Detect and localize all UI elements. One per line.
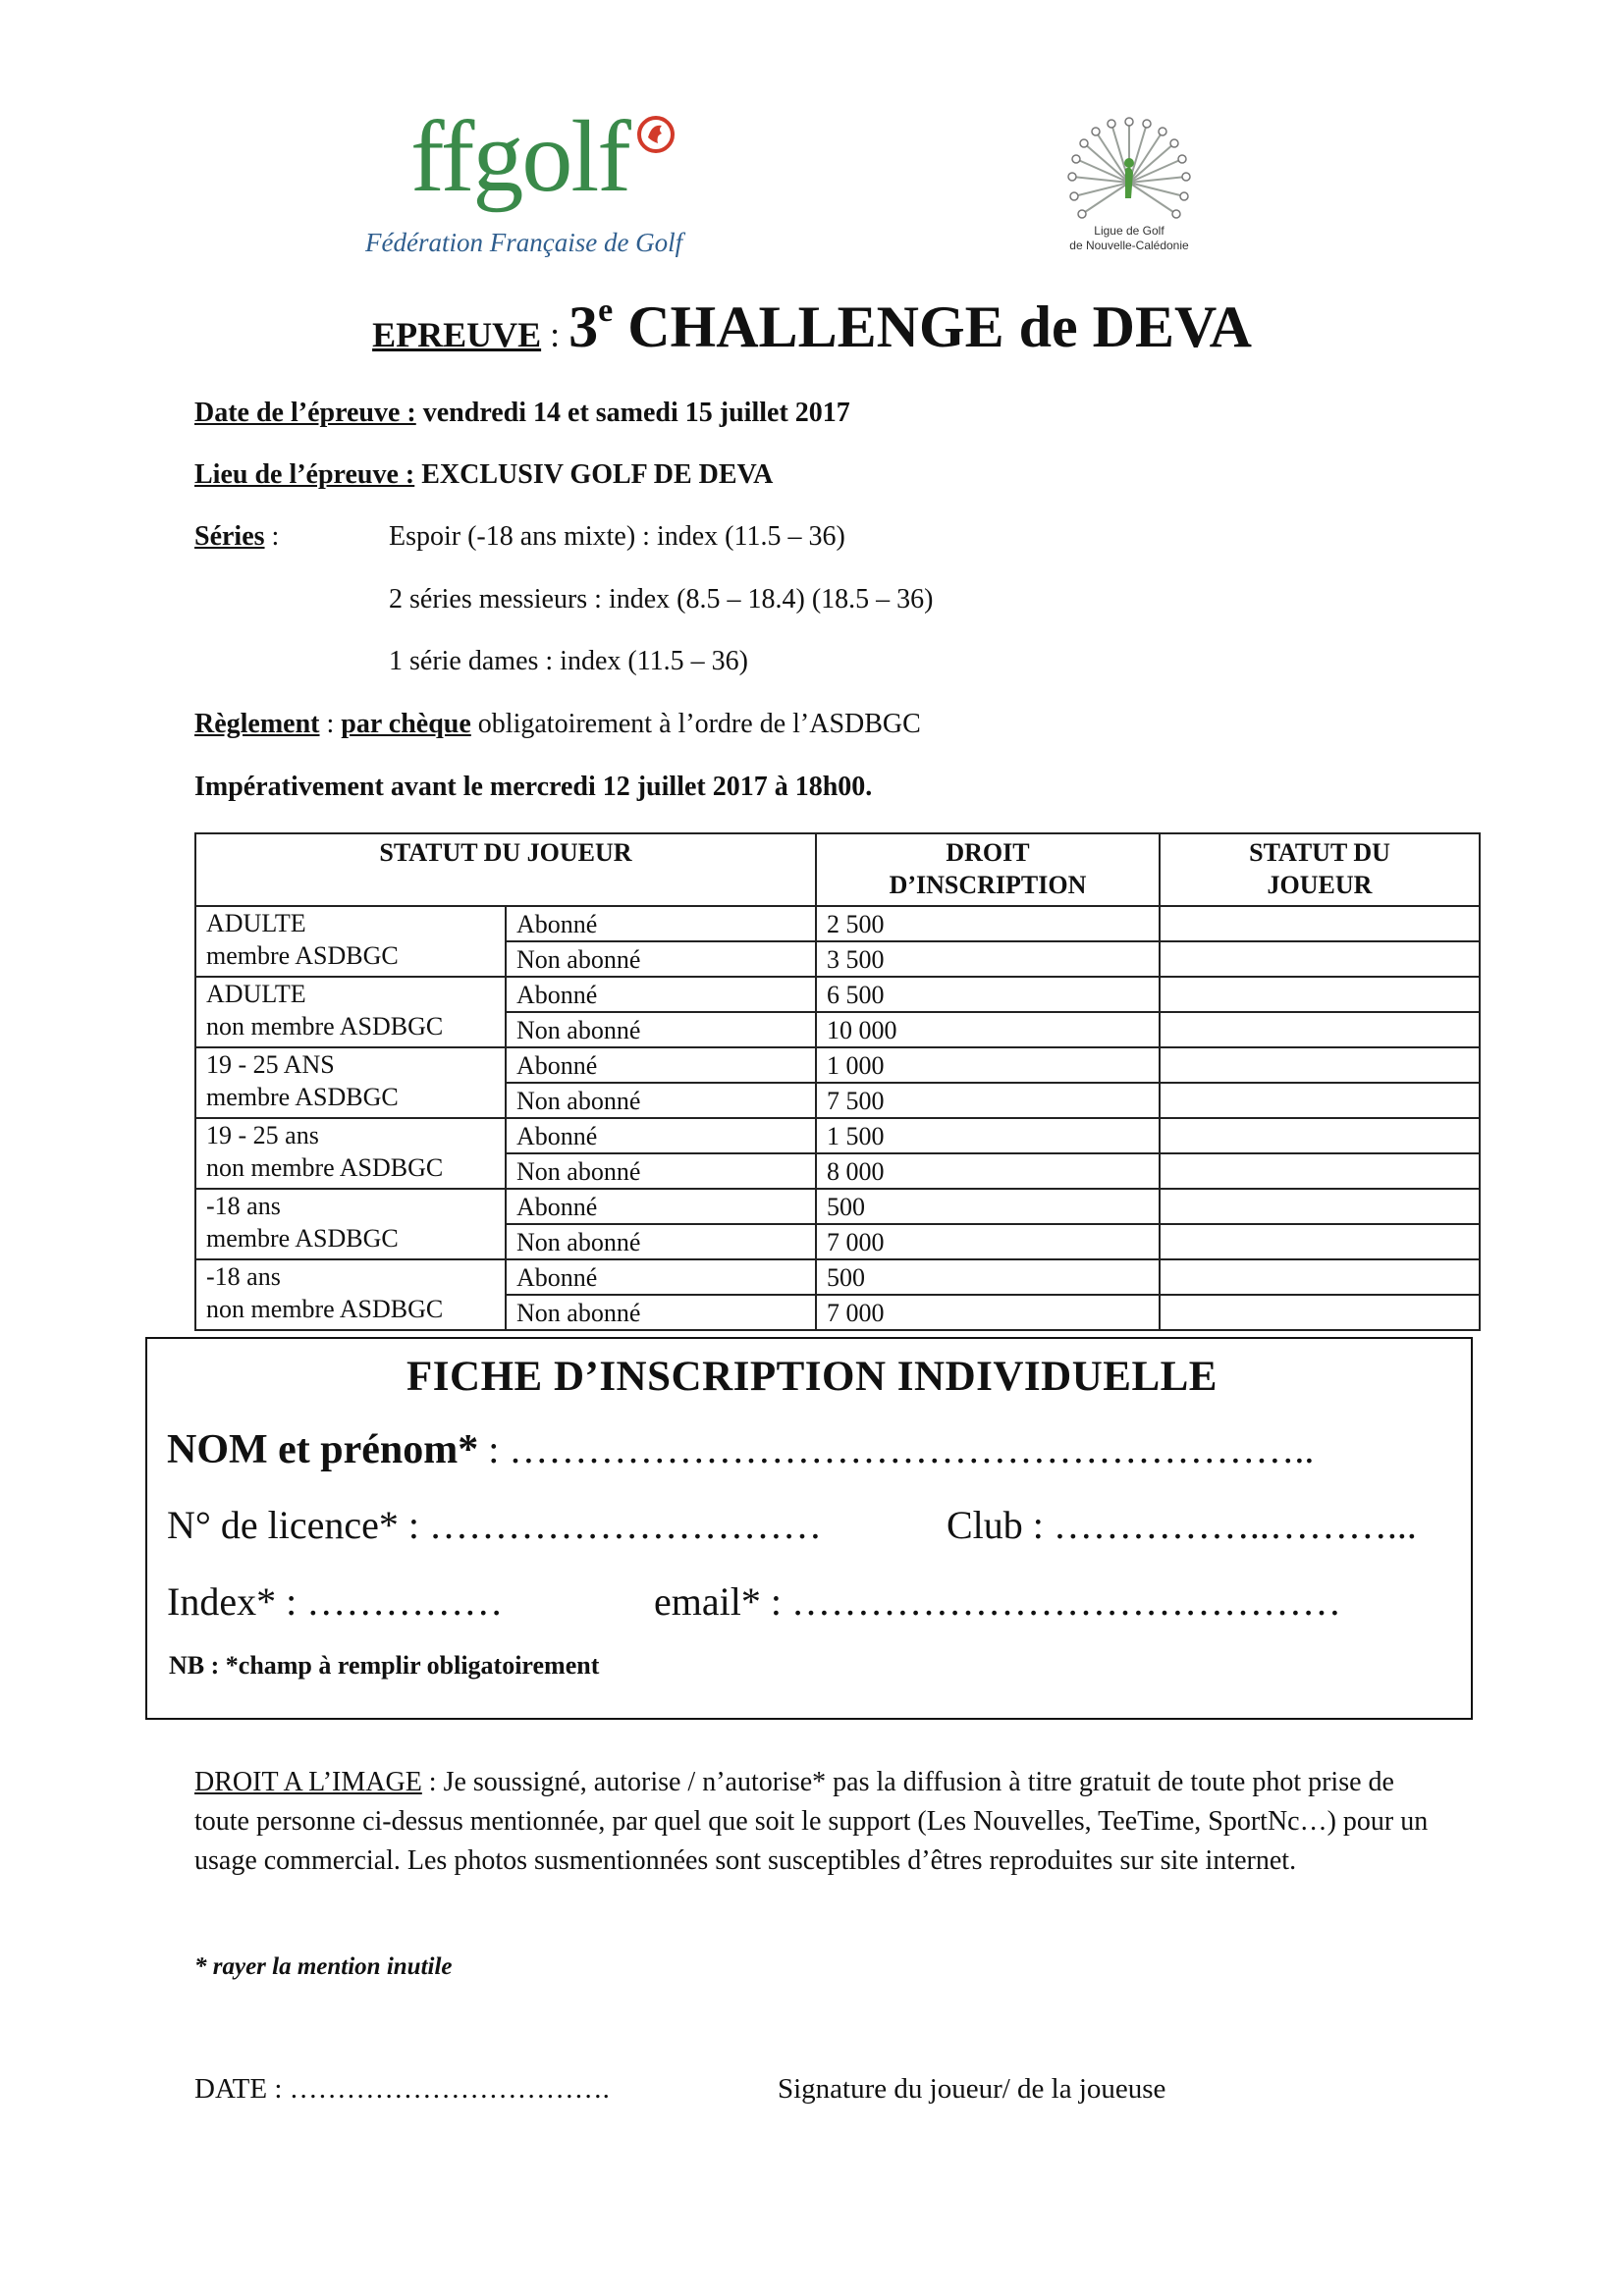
column-header: DROIT D’INSCRIPTION [816,833,1160,906]
status-empty-cell[interactable] [1160,906,1480,941]
category-line2: non membre ASDBGC [206,1012,444,1041]
price-cell: 6 500 [816,977,1160,1012]
name-field[interactable] [167,1429,1314,1470]
email-field[interactable]: email* : …………………………………… [654,1579,1341,1624]
price-cell: 7 000 [816,1224,1160,1259]
index-field[interactable]: Index* : …………… [167,1579,504,1624]
name-dots: : …………………………………………………….. [478,1427,1315,1471]
category-cell [195,906,506,977]
status-empty-cell[interactable] [1160,1118,1480,1153]
category-line2: non membre ASDBGC [206,1295,444,1323]
table-row [195,1047,1480,1083]
ffgolf-logo-subtitle: Fédération Française de Golf [365,228,683,257]
category-cell [195,1118,506,1189]
series-colon: : [264,521,280,552]
name-label: NOM et prénom* [167,1427,479,1472]
price-cell: 8 000 [816,1153,1160,1189]
price-cell: 2 500 [816,906,1160,941]
strike-note: * rayer la mention inutile [194,1953,453,1980]
category-line1: -18 ans [206,1192,281,1220]
licence-field[interactable]: N° de licence* : ………………………… [167,1503,822,1547]
category-line1: ADULTE [206,980,306,1008]
status-empty-cell[interactable] [1160,977,1480,1012]
table-header-row [195,833,1480,906]
date-label: Date de l’épreuve : [194,398,416,428]
title-ordinal-sup: e [598,293,614,329]
form-note: NB : *champ à remplir obligatoirement [169,1651,600,1680]
type-cell: Abonné [506,1189,816,1224]
lieu-line [194,461,773,489]
lieu-value: EXCLUSIV GOLF DE DEVA [414,459,774,490]
category-line2: membre ASDBGC [206,1083,399,1111]
date-line [194,400,850,427]
reglement-label: Règlement [194,709,320,739]
status-empty-cell[interactable] [1160,941,1480,977]
category-cell [195,1189,506,1259]
status-empty-cell[interactable] [1160,1047,1480,1083]
table-row [195,1259,1480,1295]
type-cell: Abonné [506,1118,816,1153]
price-cell: 3 500 [816,941,1160,977]
lieu-label: Lieu de l’épreuve : [194,459,415,490]
ligue-logo-caption [1041,224,1218,253]
series-item: 1 série dames : index (11.5 – 36) [389,646,748,676]
category-line1: 19 - 25 ANS [206,1050,335,1079]
status-empty-cell[interactable] [1160,1153,1480,1189]
image-rights-text: : Je soussigné, autorise / n’autorise* pas la diffusion à titre gratuit de toute phot prise de toute personne ci-dessus mentionnée, par quel que soit le support (Les Nouvelles, TeeTime, SportNc…) pour un usage commercial. Les photos susmentionnées sont susceptibles d’êtres reproduites sur site internet. [194,1767,1429,1876]
category-cell [195,1047,506,1118]
type-cell: Abonné [506,1047,816,1083]
type-cell: Non abonné [506,1012,816,1047]
table-row [195,1118,1480,1153]
category-line1: ADULTE [206,909,306,937]
category-line2: non membre ASDBGC [206,1153,444,1182]
price-cell: 7 000 [816,1295,1160,1330]
ligue-caption-line2: de Nouvelle-Calédonie [1069,239,1189,252]
type-cell: Non abonné [506,941,816,977]
type-cell: Abonné [506,977,816,1012]
status-empty-cell[interactable] [1160,1259,1480,1295]
series-item: 2 séries messieurs : index (8.5 – 18.4) (18.5 – 36) [389,584,934,614]
category-cell [195,977,506,1047]
image-rights-label: DROIT A L’IMAGE [194,1767,422,1797]
price-cell: 7 500 [816,1083,1160,1118]
price-cell: 500 [816,1259,1160,1295]
status-empty-cell[interactable] [1160,1224,1480,1259]
type-cell: Non abonné [506,1083,816,1118]
price-cell: 10 000 [816,1012,1160,1047]
price-cell: 1 000 [816,1047,1160,1083]
page-title [0,293,1624,359]
status-empty-cell[interactable] [1160,1012,1480,1047]
ffgolf-logo-wordmark: ffgolf [410,100,629,213]
price-cell: 500 [816,1189,1160,1224]
title-prefix: EPREUVE [372,315,542,354]
status-empty-cell[interactable] [1160,1295,1480,1330]
date-value: vendredi 14 et samedi 15 juillet 2017 [415,398,850,428]
ligue-caption-line1: Ligue de Golf [1094,224,1164,238]
column-header: STATUT DU JOUEUR [1160,833,1480,906]
category-line2: membre ASDBGC [206,941,399,970]
type-cell: Non abonné [506,1224,816,1259]
category-cell [195,1259,506,1330]
column-header: STATUT DU JOUEUR [195,833,816,906]
title-separator: : [541,315,569,354]
reglement-line [194,711,921,738]
type-cell: Non abonné [506,1295,816,1330]
category-line1: -18 ans [206,1262,281,1291]
deadline-line: Impérativement avant le mercredi 12 juillet 2017 à 18h00. [194,772,873,802]
series-label-line [194,523,279,551]
club-field[interactable]: Club : ……………..………... [947,1503,1417,1547]
title-name: CHALLENGE de DEVA [613,294,1252,359]
status-empty-cell[interactable] [1160,1083,1480,1118]
type-cell: Non abonné [506,1153,816,1189]
category-line2: membre ASDBGC [206,1224,399,1253]
rooster-icon [636,114,676,155]
title-ordinal: 3 [568,294,599,359]
series-label: Séries [194,521,265,552]
reglement-colon: : [319,709,342,739]
series-item: Espoir (-18 ans mixte) : index (11.5 – 36) [389,521,845,552]
table-row [195,906,1480,941]
category-line1: 19 - 25 ans [206,1121,319,1149]
signature-label: Signature du joueur/ de la joueuse [778,2073,1166,2105]
status-empty-cell[interactable] [1160,1189,1480,1224]
image-rights-paragraph [194,1763,1436,1881]
reglement-mode: par chèque [341,709,471,739]
date-field[interactable]: DATE : ……………………………. [194,2073,610,2105]
type-cell: Abonné [506,1259,816,1295]
form-title: FICHE D’INSCRIPTION INDIVIDUELLE [406,1354,1218,1400]
type-cell: Abonné [506,906,816,941]
table-row [195,977,1480,1012]
tarif-table [194,832,1481,1331]
price-cell: 1 500 [816,1118,1160,1153]
table-row [195,1189,1480,1224]
reglement-rest: obligatoirement à l’ordre de l’ASDBGC [470,709,921,739]
